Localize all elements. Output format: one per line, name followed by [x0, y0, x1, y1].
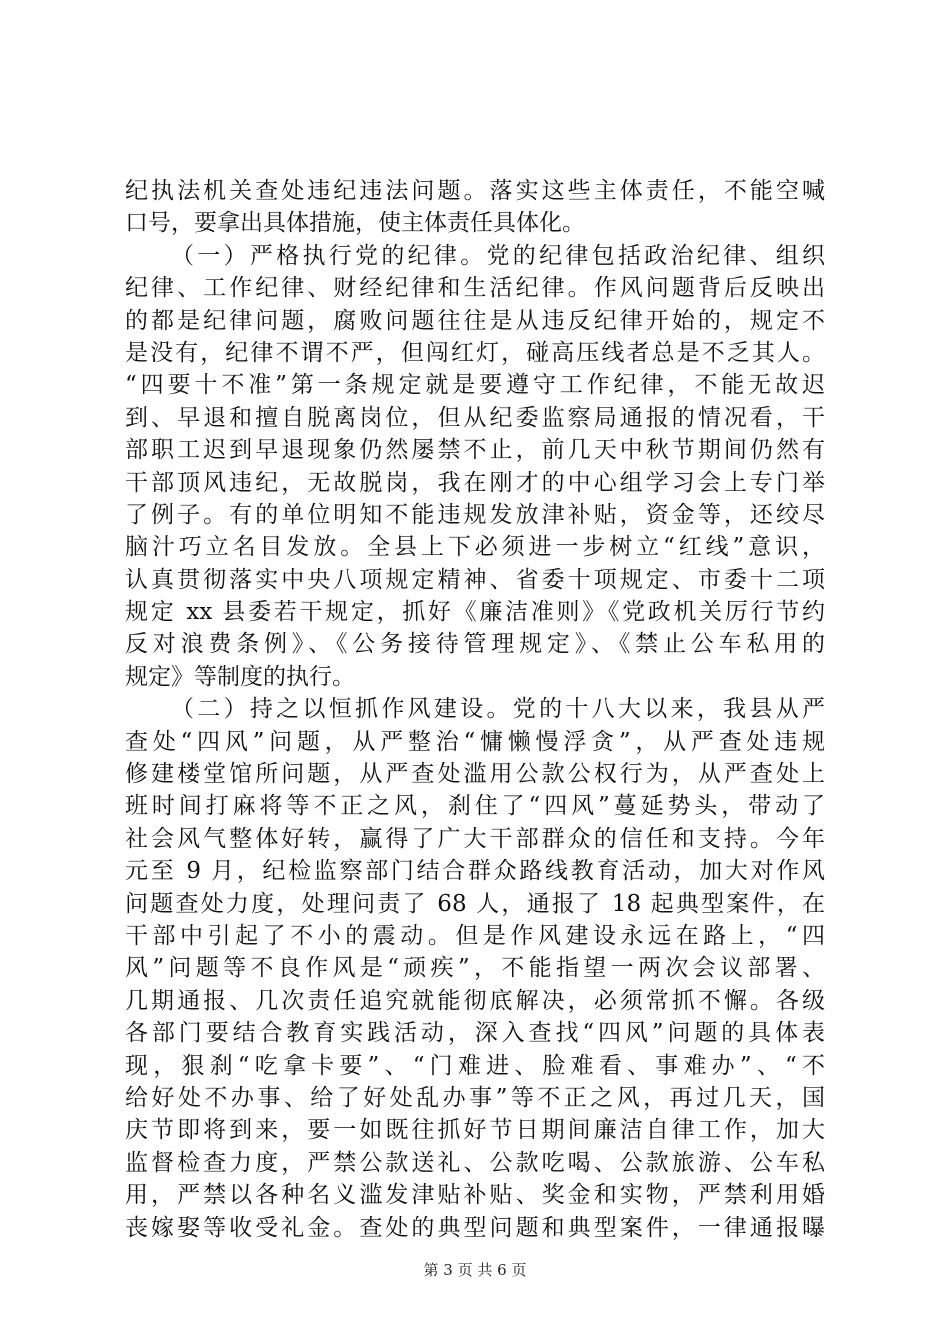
text-line: 部职工迟到早退现象仍然屡禁不止，前几天中秋节期间仍然有 — [125, 437, 825, 464]
text-line: 庆节即将到来，要一如既往抓好节日期间廉洁自律工作，加大 — [125, 1117, 825, 1144]
text-line: 问题查处力度，处理问责了 68 人，通报了 18 起典型案件，在 — [125, 890, 825, 917]
text-line: 丧嫁娶等收受礼金。查处的典型问题和典型案件，一律通报曝 — [125, 1214, 825, 1241]
body-text — [125, 175, 825, 1244]
text-line: （一）严格执行党的纪律。党的纪律包括政治纪律、组织 — [171, 242, 825, 269]
text-line: 是没有，纪律不谓不严，但闯红灯，碰高压线者总是不乏其人。 — [125, 339, 825, 366]
text-line: 的都是纪律问题，腐败问题往往是从违反纪律开始的，规定不 — [125, 307, 825, 334]
text-line: 查处“四风”问题，从严整治“慵懒慢浮贪”，从严查处违规 — [125, 728, 825, 755]
text-line: 了例子。有的单位明知不能违规发放津补贴，资金等，还绞尽 — [125, 501, 825, 528]
text-line: 社会风气整体好转，赢得了广大干部群众的信任和支持。今年 — [125, 825, 825, 852]
text-line: 反对浪费条例》、《公务接待管理规定》、《禁止公车私用的 — [125, 631, 825, 658]
text-line: 干部中引起了不小的震动。但是作风建设永远在路上，“四 — [125, 922, 825, 949]
text-line: 用，严禁以各种名义滥发津贴补贴、奖金和实物，严禁利用婚 — [125, 1182, 825, 1209]
text-line: 规定 xx 县委若干规定，抓好《廉洁准则》《党政机关厉行节约 — [125, 599, 825, 626]
text-line: 几期通报、几次责任追究就能彻底解决，必须常抓不懈。各级 — [125, 987, 825, 1014]
page-footer: 第 3 页 共 6 页 — [423, 1261, 527, 1279]
text-line: 口号，要拿出具体措施，使主体责任具体化。 — [125, 210, 585, 237]
text-line: 元至 9 月，纪检监察部门结合群众路线教育活动，加大对作风 — [125, 858, 825, 885]
text-line: 纪律、工作纪律、财经纪律和生活纪律。作风问题背后反映出 — [125, 275, 825, 302]
text-line: 认真贯彻落实中央八项规定精神、省委十项规定、市委十二项 — [125, 566, 825, 593]
text-line: 纪执法机关查处违纪违法问题。落实这些主体责任，不能空喊 — [125, 178, 825, 204]
text-line: 监督检查力度，严禁公款送礼、公款吃喝、公款旅游、公车私 — [125, 1149, 825, 1176]
text-line: “四要十不准”第一条规定就是要遵守工作纪律，不能无故迟 — [125, 372, 825, 399]
text-line: 干部顶风违纪，无故脱岗，我在刚才的中心组学习会上专门举 — [125, 469, 825, 496]
text-line: 现，狠刹“吃拿卡要”、“门难进、脸难看、事难办”、“不 — [125, 1052, 825, 1079]
text-line: 班时间打麻将等不正之风，刹住了“四风”蔓延势头，带动了 — [125, 793, 825, 820]
text-line: 风”问题等不良作风是“顽疾”，不能指望一两次会议部署、 — [125, 955, 825, 982]
text-line: 各部门要结合教育实践活动，深入查找“四风”问题的具体表 — [125, 1020, 825, 1047]
text-line: 脑汁巧立名目发放。全县上下必须进一步树立“红线”意识， — [125, 534, 825, 561]
text-line: （二）持之以恒抓作风建设。党的十八大以来，我县从严 — [171, 696, 825, 723]
text-line: 到、早退和擅自脱离岗位，但从纪委监察局通报的情况看，干 — [125, 404, 825, 431]
text-line: 修建楼堂馆所问题，从严查处滥用公款公权行为，从严查处上 — [125, 761, 825, 788]
text-line: 给好处不办事、给了好处乱办事”等不正之风，再过几天，国 — [125, 1084, 825, 1111]
text-line: 规定》等制度的执行。 — [125, 663, 355, 690]
